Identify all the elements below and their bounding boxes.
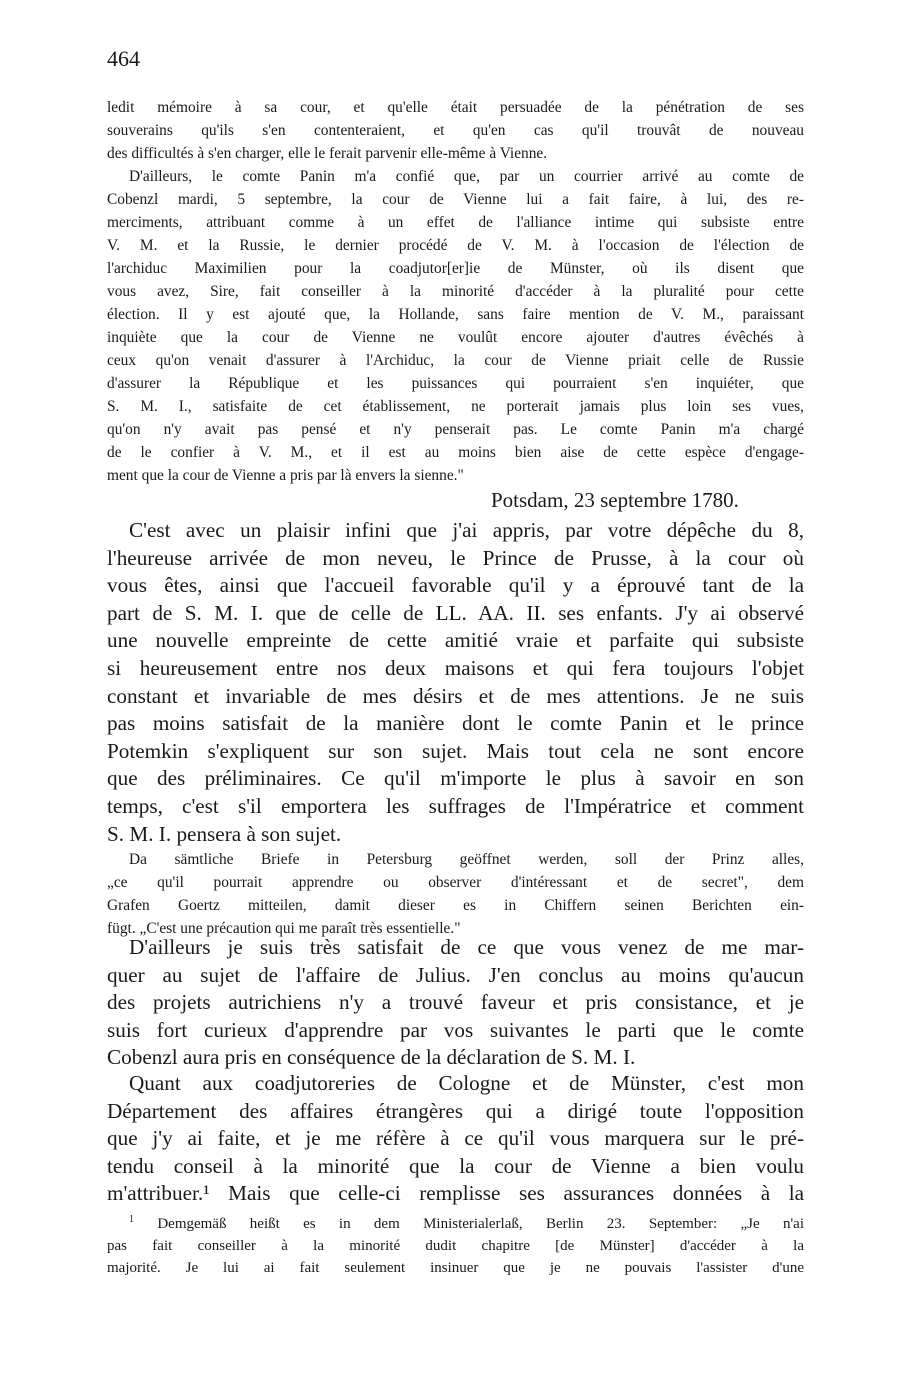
text-line: Département des affaires étrangères qui a dirigé toute l'opposition xyxy=(107,1098,804,1123)
text-line: S. M. I. pensera à son sujet. xyxy=(107,821,342,846)
footnote xyxy=(107,1213,804,1279)
footnote-line: pas fait conseiller à la minorité dudit chapitre [de Münster] d'accéder à la xyxy=(107,1238,804,1254)
text-line: merciments, attribuant comme à un effet de l'alliance intime qui subsiste entre xyxy=(107,214,804,231)
text-line: ledit mémoire à sa cour, et qu'elle était persuadée de la pénétration de ses xyxy=(107,99,804,116)
text-line: une nouvelle empreinte de cette amitié vraie et parfaite qui subsiste xyxy=(107,628,804,653)
text-line: Cobenzl aura pris en conséquence de la déclaration de S. M. I. xyxy=(107,1045,636,1070)
text-line: part de S. M. I. que de celle de LL. AA. II. ses enfants. J'y ai observé xyxy=(107,600,804,625)
footnote-line xyxy=(107,1213,804,1235)
text-line: Cobenzl mardi, 5 septembre, la cour de Vienne lui a fait faire, à lui, des re- xyxy=(107,191,804,208)
text-line: Da sämtliche Briefe in Petersburg geöffnet werden, soll der Prinz alles, xyxy=(129,851,804,868)
text-line: vous êtes, ainsi que l'accueil favorable qu'il y a éprouvé tant de la xyxy=(107,573,804,598)
letter-dateline: Potsdam, 23 septembre 1780. xyxy=(491,488,739,512)
page-number: 464 xyxy=(107,46,140,71)
letter-paragraph-1 xyxy=(107,517,804,848)
text-line: „ce qu'il pourrait apprendre ou observer d'intéressant et de secret", dem xyxy=(107,874,804,891)
text-line: C'est avec un plaisir infini que j'ai appris, par votre dépêche du 8, xyxy=(129,518,804,542)
text-line: V. M. et la Russie, le dernier procédé de V. M. à l'occasion de l'élection de xyxy=(107,237,804,254)
report-excerpt xyxy=(107,96,804,487)
text-line: de le confier à V. M., et il est au moins bien aise de cette espèce d'engage- xyxy=(107,444,804,461)
text-line: l'archiduc Maximilien pour la coadjutor[er]ie de Münster, où ils disent que xyxy=(107,260,804,277)
editor-note xyxy=(107,848,804,940)
text-line: qu'on n'y avait pas pensé et n'y penserait pas. Le comte Panin m'a chargé xyxy=(107,421,804,438)
text-line: des projets autrichiens n'y a trouvé faveur et pris consistance, et je xyxy=(107,990,804,1015)
text-line: d'assurer la République et les puissances qui pourraient s'en inquiéter, que xyxy=(107,375,804,392)
text-line: que des préliminaires. Ce qu'il m'importe le plus à savoir en son xyxy=(107,766,804,791)
text-line: souverains qu'ils s'en contenteraient, et qu'en cas qu'il trouvât de nouveau xyxy=(107,122,804,139)
text-line: constant et invariable de mes désirs et de mes attentions. Je ne suis xyxy=(107,683,804,708)
text-line: Quant aux coadjutoreries de Cologne et de Münster, c'est mon xyxy=(129,1071,804,1095)
text-line: élection. Il y est ajouté que, la Hollande, sans faire mention de V. M., paraissant xyxy=(107,306,804,323)
footnote-marker: 1 xyxy=(129,1214,134,1225)
text-line: D'ailleurs, le comte Panin m'a confié que, par un courrier arrivé au comte de xyxy=(129,168,804,185)
text-line: temps, c'est s'il emportera les suffrages de l'Impératrice et comment xyxy=(107,793,804,818)
text-line: suis fort curieux d'apprendre par vos suivantes le parti que le comte xyxy=(107,1017,804,1042)
letter-paragraph-2 xyxy=(107,934,804,1072)
footnote-line: majorité. Je lui ai fait seulement insinuer que je ne pouvais l'assister d'une xyxy=(107,1260,804,1276)
text-line: Potemkin s'expliquent sur son sujet. Mais tout cela ne sont encore xyxy=(107,738,804,763)
text-line: si heureusement entre nos deux maisons et qui fera toujours l'objet xyxy=(107,655,804,680)
text-line: des difficultés à s'en charger, elle le ferait parvenir elle-même à Vienne. xyxy=(107,145,548,162)
text-line: m'attribuer.¹ Mais que celle-ci remplisse ses assurances données à la xyxy=(107,1181,804,1206)
footnote-text: Demgemäß heißt es in dem Ministerialerlaß, Berlin 23. September: „Je n'ai xyxy=(157,1216,804,1232)
text-line: pas moins satisfait de la manière dont le comte Panin et le prince xyxy=(107,711,804,736)
text-line: vous avez, Sire, fait conseiller à la minorité d'accéder à la pluralité pour cette xyxy=(107,283,804,300)
text-line: ceux qu'on venait d'assurer à l'Archiduc, la cour de Vienne priait celle de Russie xyxy=(107,352,804,369)
text-line: tendu conseil à la minorité que la cour de Vienne a bien voulu xyxy=(107,1153,804,1178)
text-line: S. M. I., satisfaite de cet établissement, ne porterait jamais plus loin ses vues, xyxy=(107,398,804,415)
letter-paragraph-3 xyxy=(107,1070,804,1208)
text-line: inquiète que la cour de Vienne ne voulût encore ajouter d'autres évêchés à xyxy=(107,329,804,346)
text-line: ment que la cour de Vienne a pris par là envers la sienne." xyxy=(107,467,464,484)
text-line: que j'y ai faite, et je me réfère à ce qu'il vous marquera sur le pré- xyxy=(107,1126,804,1151)
text-line: fügt. „C'est une précaution qui me paraît très essentielle." xyxy=(107,920,461,937)
text-line: quer au sujet de l'affaire de Julius. J'en conclus au moins qu'aucun xyxy=(107,962,804,987)
text-line: l'heureuse arrivée de mon neveu, le Prince de Prusse, à la cour où xyxy=(107,545,804,570)
text-line: D'ailleurs je suis très satisfait de ce que vous venez de me mar- xyxy=(129,935,804,959)
text-line: Grafen Goertz mitteilen, damit dieser es in Chiffern seinen Berichten ein- xyxy=(107,897,804,914)
